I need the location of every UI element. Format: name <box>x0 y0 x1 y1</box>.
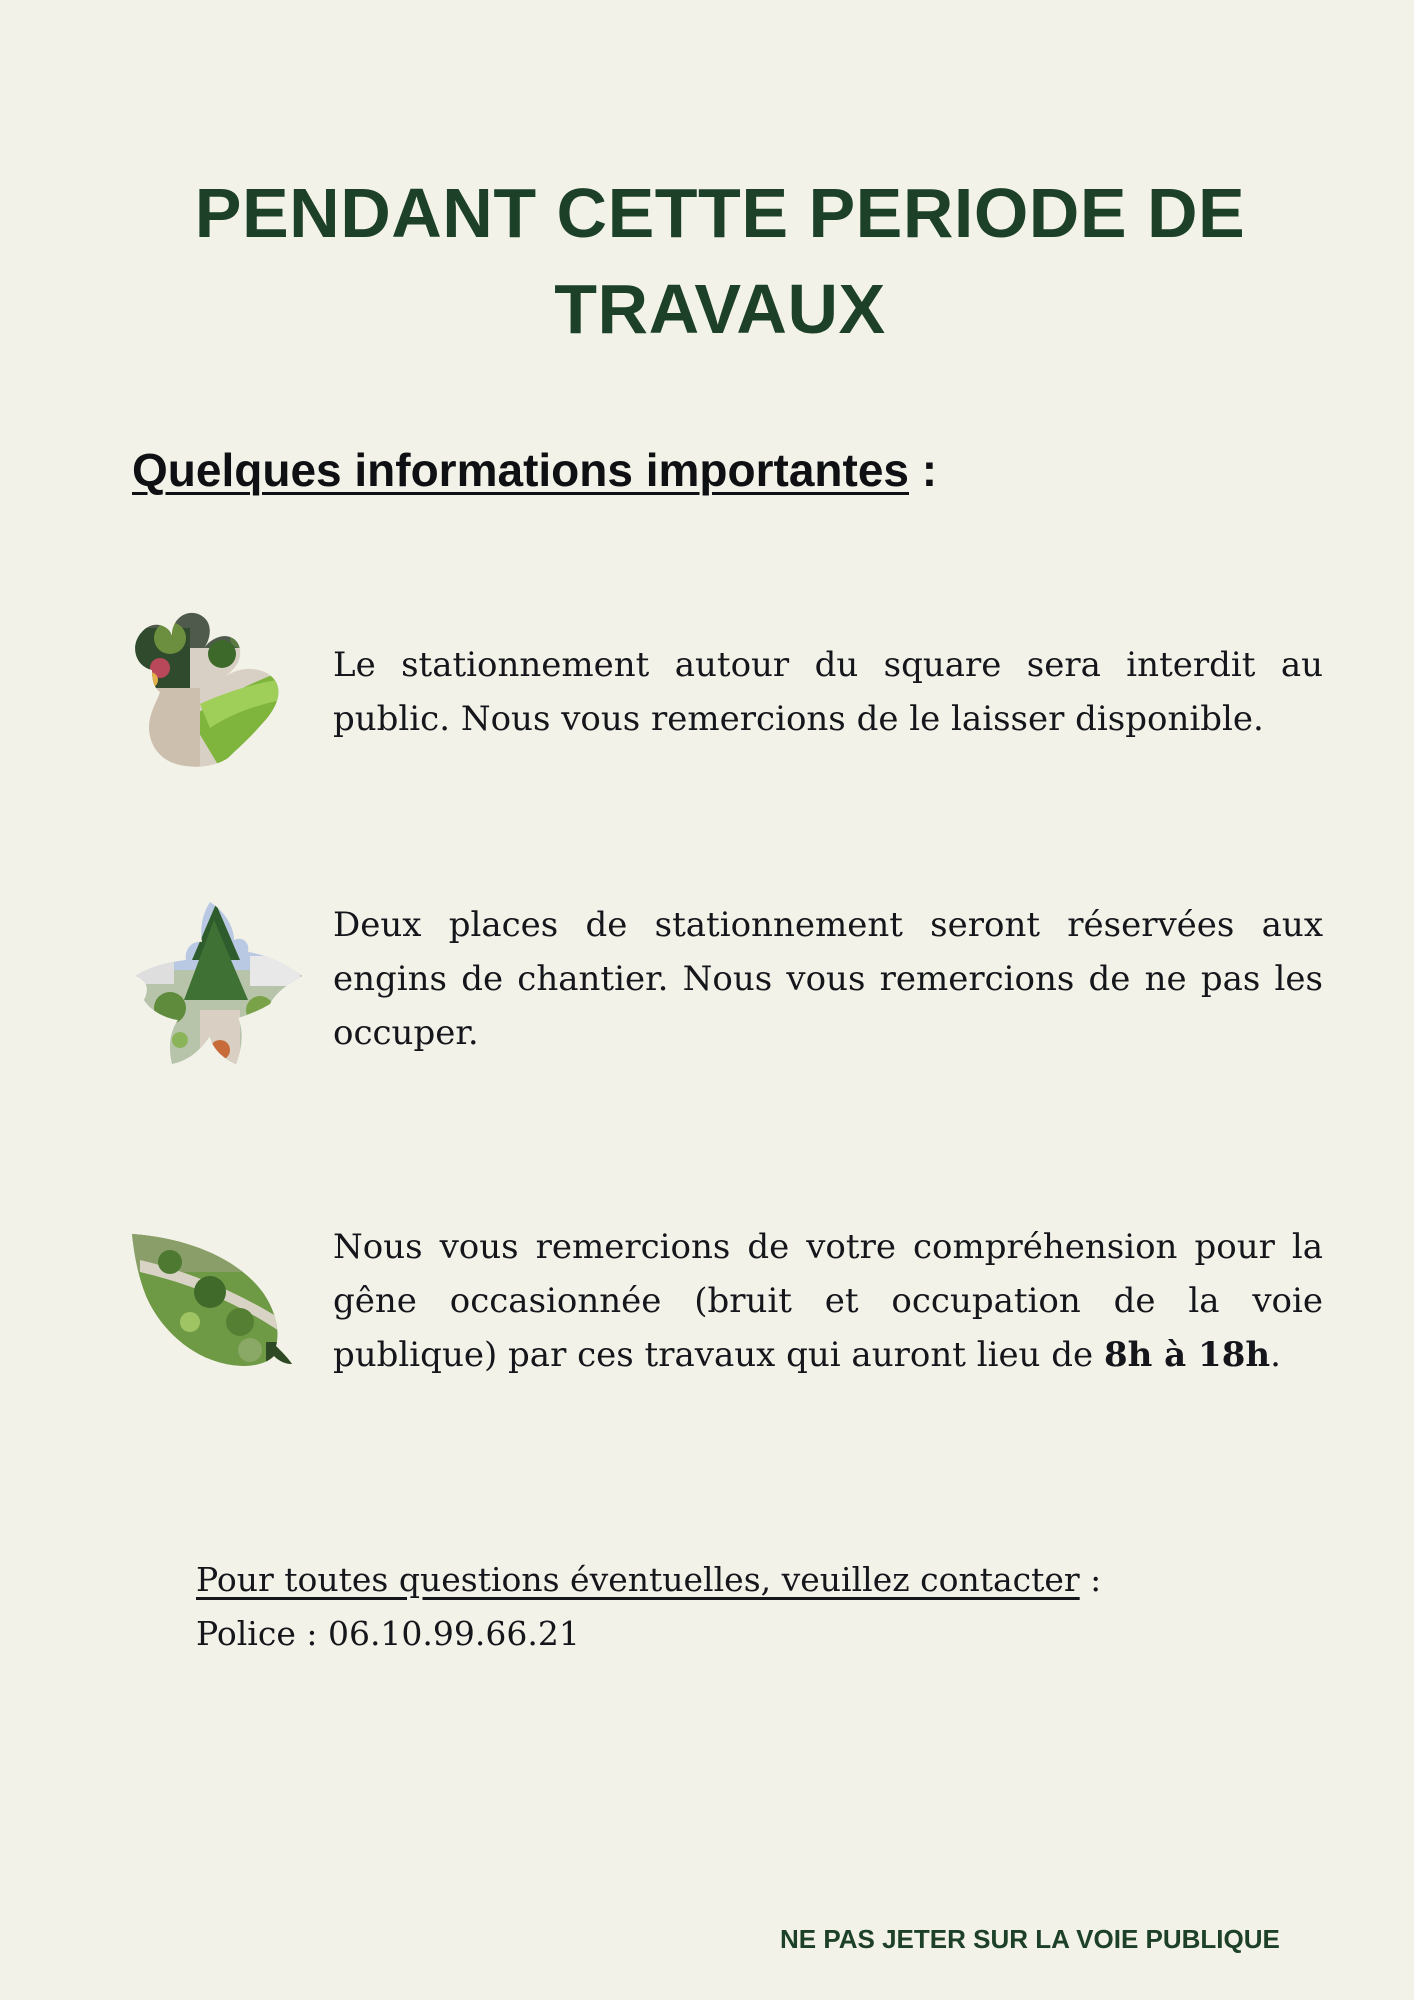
title-line-1: PENDANT CETTE PERIODE DE <box>194 173 1246 252</box>
footer-notice: NE PAS JETER SUR LA VOIE PUBLIQUE <box>780 1924 1280 1954</box>
contact-block <box>196 1553 1101 1661</box>
schedule-text-after: . <box>1270 1335 1281 1375</box>
page-title <box>180 165 1260 357</box>
contact-heading-row <box>196 1553 1101 1607</box>
info-item-thanks-schedule <box>333 1220 1323 1382</box>
section-heading-label: Quelques informations importantes <box>132 444 909 496</box>
info-item-reserved-spaces: Deux places de stationnement seront réservées aux engins de chantier. Nous vous remercions de ne pas les occuper. <box>333 905 1323 1053</box>
contact-police-row <box>196 1607 1101 1661</box>
contact-phone: 06.10.99.66.21 <box>327 1614 580 1653</box>
section-heading-suffix: : <box>909 444 938 496</box>
contact-heading-suffix: : <box>1079 1560 1102 1599</box>
maple-leaf-garden-photo-icon <box>130 900 305 1070</box>
title-line-2: TRAVAUX <box>554 269 886 348</box>
schedule-hours: 8h à 18h <box>1103 1335 1271 1375</box>
schedule-text-before: Nous vous remercions de votre compréhension pour la gêne occasionnée (bruit et occupation de la voie publique) par ces travaux qui auront lieu de <box>333 1227 1323 1375</box>
leaf-garden-photo-icon <box>130 608 292 768</box>
section-heading <box>132 440 937 500</box>
contact-police-label: Police : <box>196 1614 328 1653</box>
contact-heading: Pour toutes questions éventuelles, veuillez contacter <box>196 1560 1080 1599</box>
info-item-parking-ban: Le stationnement autour du square sera interdit au public. Nous vous remercions de le laisser disponible. <box>333 645 1323 739</box>
oval-leaf-garden-photo-icon <box>130 1232 295 1367</box>
